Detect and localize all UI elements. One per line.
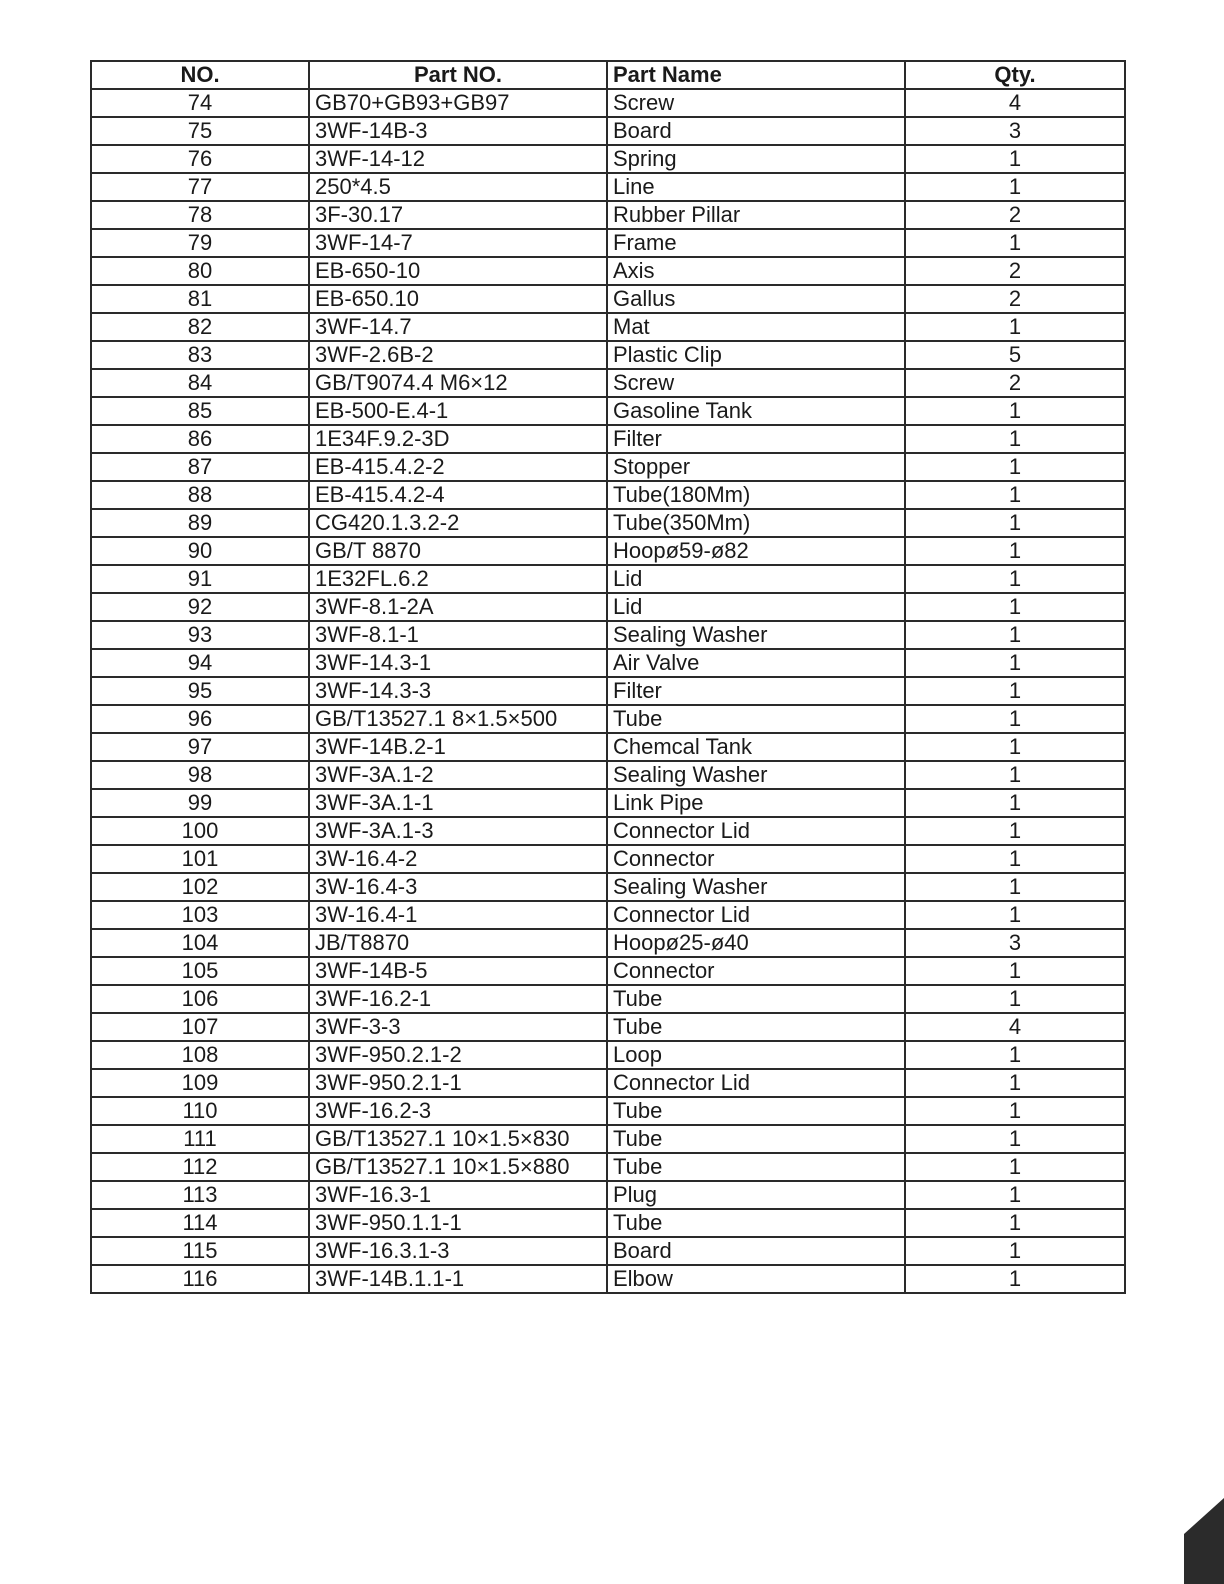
cell-no: 111 <box>91 1125 309 1153</box>
table-row <box>91 145 1125 173</box>
table-row <box>91 341 1125 369</box>
cell-qty: 4 <box>905 1013 1125 1041</box>
cell-part-no: 3F-30.17 <box>309 201 607 229</box>
cell-no: 90 <box>91 537 309 565</box>
table-row <box>91 369 1125 397</box>
cell-part-name: Filter <box>607 425 905 453</box>
cell-no: 95 <box>91 677 309 705</box>
table-row <box>91 621 1125 649</box>
parts-table-body <box>91 89 1125 1293</box>
cell-no: 93 <box>91 621 309 649</box>
table-row <box>91 257 1125 285</box>
cell-no: 108 <box>91 1041 309 1069</box>
cell-no: 88 <box>91 481 309 509</box>
cell-part-name: Connector <box>607 845 905 873</box>
cell-part-name: Axis <box>607 257 905 285</box>
cell-no: 100 <box>91 817 309 845</box>
cell-no: 114 <box>91 1209 309 1237</box>
table-row <box>91 1097 1125 1125</box>
cell-qty: 1 <box>905 453 1125 481</box>
cell-qty: 1 <box>905 845 1125 873</box>
cell-part-name: Tube <box>607 1013 905 1041</box>
table-row <box>91 733 1125 761</box>
cell-qty: 1 <box>905 1069 1125 1097</box>
cell-part-name: Board <box>607 117 905 145</box>
cell-part-no: 3WF-14.3-1 <box>309 649 607 677</box>
table-row <box>91 1041 1125 1069</box>
cell-no: 87 <box>91 453 309 481</box>
table-row <box>91 705 1125 733</box>
cell-part-name: Tube <box>607 1097 905 1125</box>
cell-no: 98 <box>91 761 309 789</box>
cell-part-no: 3WF-16.3.1-3 <box>309 1237 607 1265</box>
table-row <box>91 229 1125 257</box>
cell-no: 105 <box>91 957 309 985</box>
table-row <box>91 173 1125 201</box>
cell-part-no: 3WF-14-7 <box>309 229 607 257</box>
cell-part-name: Plastic Clip <box>607 341 905 369</box>
cell-part-no: 3W-16.4-2 <box>309 845 607 873</box>
cell-part-name: Tube <box>607 1153 905 1181</box>
table-row <box>91 117 1125 145</box>
table-row <box>91 789 1125 817</box>
cell-part-name: Connector Lid <box>607 817 905 845</box>
cell-qty: 1 <box>905 1265 1125 1293</box>
cell-no: 78 <box>91 201 309 229</box>
cell-part-no: 1E32FL.6.2 <box>309 565 607 593</box>
column-header-no: NO. <box>91 61 309 89</box>
table-row <box>91 1181 1125 1209</box>
cell-no: 116 <box>91 1265 309 1293</box>
table-row <box>91 1237 1125 1265</box>
cell-part-no: EB-650.10 <box>309 285 607 313</box>
cell-no: 76 <box>91 145 309 173</box>
table-row <box>91 537 1125 565</box>
cell-part-no: 3W-16.4-3 <box>309 873 607 901</box>
cell-part-name: Frame <box>607 229 905 257</box>
parts-table-header <box>91 61 1125 89</box>
cell-qty: 1 <box>905 313 1125 341</box>
cell-part-name: Plug <box>607 1181 905 1209</box>
cell-part-name: Elbow <box>607 1265 905 1293</box>
table-row <box>91 929 1125 957</box>
cell-part-no: 1E34F.9.2-3D <box>309 425 607 453</box>
cell-part-name: Link Pipe <box>607 789 905 817</box>
table-row <box>91 677 1125 705</box>
cell-part-name: Connector Lid <box>607 901 905 929</box>
cell-part-no: 3WF-950.2.1-1 <box>309 1069 607 1097</box>
cell-no: 101 <box>91 845 309 873</box>
cell-part-name: Air Valve <box>607 649 905 677</box>
cell-part-no: 3WF-3-3 <box>309 1013 607 1041</box>
cell-part-name: Gallus <box>607 285 905 313</box>
cell-part-name: Sealing Washer <box>607 621 905 649</box>
cell-part-name: Tube <box>607 985 905 1013</box>
cell-part-no: 3WF-8.1-2A <box>309 593 607 621</box>
cell-no: 89 <box>91 509 309 537</box>
header-row <box>91 61 1125 89</box>
cell-part-no: EB-500-E.4-1 <box>309 397 607 425</box>
cell-part-name: Rubber Pillar <box>607 201 905 229</box>
cell-qty: 1 <box>905 565 1125 593</box>
cell-no: 112 <box>91 1153 309 1181</box>
cell-qty: 1 <box>905 537 1125 565</box>
cell-no: 82 <box>91 313 309 341</box>
cell-no: 83 <box>91 341 309 369</box>
table-row <box>91 453 1125 481</box>
cell-no: 104 <box>91 929 309 957</box>
table-row <box>91 593 1125 621</box>
cell-qty: 1 <box>905 817 1125 845</box>
cell-part-no: 3WF-14B-3 <box>309 117 607 145</box>
cell-qty: 3 <box>905 929 1125 957</box>
cell-no: 81 <box>91 285 309 313</box>
cell-no: 84 <box>91 369 309 397</box>
table-row <box>91 481 1125 509</box>
cell-qty: 1 <box>905 397 1125 425</box>
cell-part-name: Tube <box>607 1209 905 1237</box>
cell-qty: 3 <box>905 117 1125 145</box>
cell-qty: 1 <box>905 677 1125 705</box>
cell-part-name: Spring <box>607 145 905 173</box>
cell-part-name: Line <box>607 173 905 201</box>
table-row <box>91 397 1125 425</box>
table-row <box>91 649 1125 677</box>
cell-qty: 2 <box>905 201 1125 229</box>
cell-no: 110 <box>91 1097 309 1125</box>
cell-part-name: Mat <box>607 313 905 341</box>
cell-no: 77 <box>91 173 309 201</box>
cell-part-no: 3WF-14B.1.1-1 <box>309 1265 607 1293</box>
cell-qty: 1 <box>905 649 1125 677</box>
cell-qty: 1 <box>905 481 1125 509</box>
table-row <box>91 873 1125 901</box>
cell-part-name: Sealing Washer <box>607 873 905 901</box>
cell-part-no: 3WF-8.1-1 <box>309 621 607 649</box>
cell-part-name: Stopper <box>607 453 905 481</box>
cell-part-name: Gasoline Tank <box>607 397 905 425</box>
cell-part-name: Hoopø59-ø82 <box>607 537 905 565</box>
cell-qty: 1 <box>905 705 1125 733</box>
cell-qty: 2 <box>905 257 1125 285</box>
table-row <box>91 313 1125 341</box>
cell-no: 92 <box>91 593 309 621</box>
cell-qty: 1 <box>905 733 1125 761</box>
table-row <box>91 845 1125 873</box>
cell-part-no: 3W-16.4-1 <box>309 901 607 929</box>
cell-no: 75 <box>91 117 309 145</box>
cell-part-no: 3WF-950.2.1-2 <box>309 1041 607 1069</box>
table-row <box>91 1209 1125 1237</box>
cell-part-name: Tube(180Mm) <box>607 481 905 509</box>
cell-part-no: 3WF-3A.1-2 <box>309 761 607 789</box>
cell-part-no: 3WF-3A.1-1 <box>309 789 607 817</box>
cell-part-name: Lid <box>607 565 905 593</box>
cell-part-no: 3WF-2.6B-2 <box>309 341 607 369</box>
cell-part-no: CG420.1.3.2-2 <box>309 509 607 537</box>
cell-qty: 1 <box>905 957 1125 985</box>
cell-part-no: EB-415.4.2-4 <box>309 481 607 509</box>
cell-part-no: 3WF-3A.1-3 <box>309 817 607 845</box>
cell-part-no: JB/T8870 <box>309 929 607 957</box>
table-row <box>91 425 1125 453</box>
cell-no: 79 <box>91 229 309 257</box>
cell-qty: 1 <box>905 593 1125 621</box>
cell-no: 85 <box>91 397 309 425</box>
cell-part-no: 3WF-14.7 <box>309 313 607 341</box>
cell-part-name: Tube <box>607 1125 905 1153</box>
cell-part-no: GB70+GB93+GB97 <box>309 89 607 117</box>
cell-qty: 1 <box>905 761 1125 789</box>
cell-qty: 1 <box>905 1097 1125 1125</box>
cell-part-no: 3WF-16.2-1 <box>309 985 607 1013</box>
cell-part-no: GB/T 8870 <box>309 537 607 565</box>
cell-no: 96 <box>91 705 309 733</box>
table-row <box>91 985 1125 1013</box>
cell-part-no: GB/T9074.4 M6×12 <box>309 369 607 397</box>
cell-no: 113 <box>91 1181 309 1209</box>
table-row <box>91 1153 1125 1181</box>
cell-no: 115 <box>91 1237 309 1265</box>
cell-qty: 1 <box>905 985 1125 1013</box>
table-row <box>91 201 1125 229</box>
cell-qty: 1 <box>905 173 1125 201</box>
cell-part-name: Chemcal Tank <box>607 733 905 761</box>
cell-part-no: 3WF-14B.2-1 <box>309 733 607 761</box>
cell-part-no: 3WF-16.2-3 <box>309 1097 607 1125</box>
column-header-part-name: Part Name <box>607 61 905 89</box>
cell-part-no: GB/T13527.1 8×1.5×500 <box>309 705 607 733</box>
cell-no: 74 <box>91 89 309 117</box>
table-row <box>91 957 1125 985</box>
cell-no: 97 <box>91 733 309 761</box>
cell-part-no: EB-415.4.2-2 <box>309 453 607 481</box>
table-row <box>91 901 1125 929</box>
cell-qty: 1 <box>905 1181 1125 1209</box>
table-row <box>91 89 1125 117</box>
cell-qty: 1 <box>905 145 1125 173</box>
cell-qty: 1 <box>905 1209 1125 1237</box>
cell-part-name: Tube(350Mm) <box>607 509 905 537</box>
table-row <box>91 1069 1125 1097</box>
cell-part-no: GB/T13527.1 10×1.5×880 <box>309 1153 607 1181</box>
cell-part-name: Connector <box>607 957 905 985</box>
table-row <box>91 565 1125 593</box>
cell-part-name: Sealing Washer <box>607 761 905 789</box>
cell-part-no: 3WF-14.3-3 <box>309 677 607 705</box>
cell-no: 107 <box>91 1013 309 1041</box>
table-row <box>91 1013 1125 1041</box>
cell-qty: 5 <box>905 341 1125 369</box>
cell-no: 103 <box>91 901 309 929</box>
cell-part-no: EB-650-10 <box>309 257 607 285</box>
cell-qty: 1 <box>905 789 1125 817</box>
cell-qty: 2 <box>905 285 1125 313</box>
cell-no: 80 <box>91 257 309 285</box>
cell-qty: 4 <box>905 89 1125 117</box>
cell-part-name: Connector Lid <box>607 1069 905 1097</box>
table-row <box>91 761 1125 789</box>
cell-no: 99 <box>91 789 309 817</box>
table-row <box>91 1125 1125 1153</box>
table-row <box>91 1265 1125 1293</box>
table-row <box>91 285 1125 313</box>
table-row <box>91 817 1125 845</box>
cell-no: 102 <box>91 873 309 901</box>
cell-no: 94 <box>91 649 309 677</box>
cell-part-name: Screw <box>607 89 905 117</box>
cell-part-no: 3WF-16.3-1 <box>309 1181 607 1209</box>
column-header-part-no: Part NO. <box>309 61 607 89</box>
cell-part-name: Hoopø25-ø40 <box>607 929 905 957</box>
page-corner-tab-mark <box>1184 1498 1224 1584</box>
cell-qty: 1 <box>905 873 1125 901</box>
column-header-qty: Qty. <box>905 61 1125 89</box>
table-row <box>91 509 1125 537</box>
parts-table <box>90 60 1126 1294</box>
cell-qty: 1 <box>905 1237 1125 1265</box>
cell-qty: 1 <box>905 1041 1125 1069</box>
cell-qty: 1 <box>905 425 1125 453</box>
cell-qty: 2 <box>905 369 1125 397</box>
cell-part-name: Board <box>607 1237 905 1265</box>
cell-qty: 1 <box>905 229 1125 257</box>
cell-part-name: Tube <box>607 705 905 733</box>
cell-part-no: 3WF-14B-5 <box>309 957 607 985</box>
cell-part-name: Filter <box>607 677 905 705</box>
cell-qty: 1 <box>905 621 1125 649</box>
cell-part-no: 250*4.5 <box>309 173 607 201</box>
cell-no: 109 <box>91 1069 309 1097</box>
cell-qty: 1 <box>905 509 1125 537</box>
cell-part-no: GB/T13527.1 10×1.5×830 <box>309 1125 607 1153</box>
cell-qty: 1 <box>905 901 1125 929</box>
cell-no: 106 <box>91 985 309 1013</box>
cell-part-no: 3WF-14-12 <box>309 145 607 173</box>
cell-no: 86 <box>91 425 309 453</box>
cell-part-name: Lid <box>607 593 905 621</box>
cell-part-no: 3WF-950.1.1-1 <box>309 1209 607 1237</box>
cell-qty: 1 <box>905 1153 1125 1181</box>
cell-part-name: Loop <box>607 1041 905 1069</box>
cell-part-name: Screw <box>607 369 905 397</box>
cell-qty: 1 <box>905 1125 1125 1153</box>
cell-no: 91 <box>91 565 309 593</box>
